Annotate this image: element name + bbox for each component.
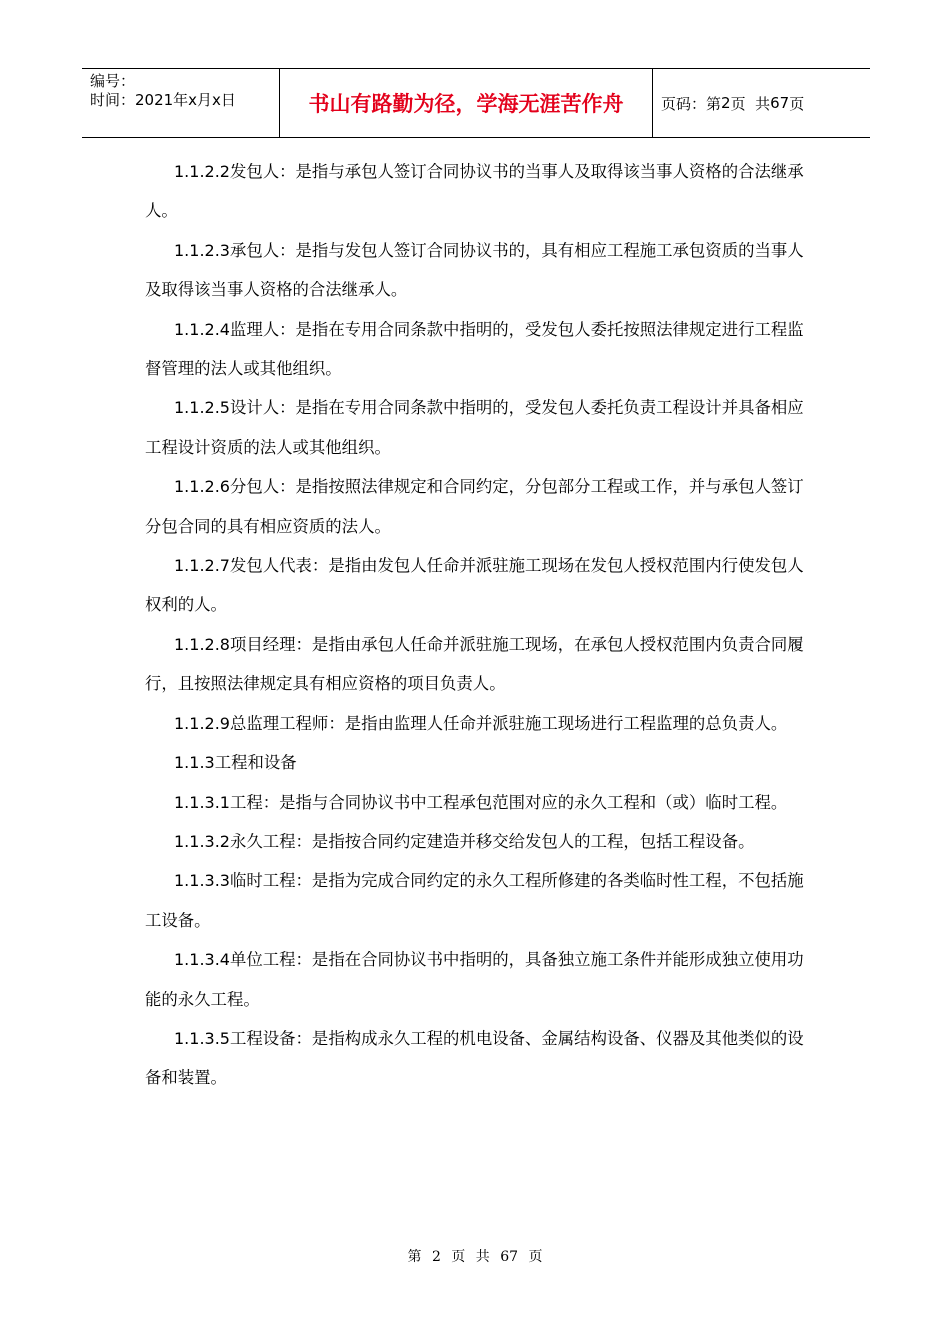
clause-number: 1.1.2.4 (174, 319, 230, 339)
clause-paragraph (145, 783, 805, 822)
page-prefix: 页码：第 (661, 94, 722, 113)
clause-number: 1.1.2.8 (174, 634, 230, 654)
clause-text: 工程：是指与合同协议书中工程承包范围对应的永久工程和（或）临时工程。 (229, 792, 788, 812)
clause-number: 1.1.2.7 (174, 556, 230, 576)
document-date: 时间：2021年x月x日 (90, 91, 236, 109)
clause-text: 项目经理：是指由承包人任命并派驻施工现场，在承包人授权范围内负责合同履行，且按照法律规定具有相应资格的项目负责人。 (145, 634, 804, 694)
clause-paragraph (145, 1019, 805, 1098)
clause-paragraph (145, 231, 805, 310)
clause-text: 永久工程：是指按合同约定建造并移交给发包人的工程，包括工程设备。 (229, 831, 755, 851)
clause-text: 分包人：是指按照法律规定和合同约定，分包部分工程或工作，并与承包人签订分包合同的具有相应资质的法人。 (145, 477, 804, 536)
document-body (145, 152, 805, 1098)
page-header (82, 68, 870, 138)
clause-text: 总监理工程师：是指由监理人任命并派驻施工现场进行工程监理的总负责人。 (229, 713, 788, 733)
clause-number: 1.1.2.3 (174, 240, 230, 260)
clause-paragraph (145, 940, 805, 1019)
document-number-label: 编号： (90, 72, 136, 90)
clause-number: 1.1.3.2 (174, 831, 230, 851)
page-footer: 第 2 页 共 67 页 (407, 1249, 543, 1265)
clause-text: 监理人：是指在专用合同条款中指明的，受发包人委托按照法律规定进行工程监督管理的法人或其他组织。 (145, 319, 804, 379)
page-mid: 页 共 (730, 94, 771, 113)
clause-text: 设计人：是指在专用合同条款中指明的，受发包人委托负责工程设计并具备相应工程设计资质的法人或其他组织。 (145, 398, 804, 457)
clause-paragraph (145, 388, 805, 467)
clause-text: 单位工程：是指在合同协议书中指明的，具备独立施工条件并能形成独立使用功能的永久工程。 (145, 950, 804, 1009)
clause-number: 1.1.2.5 (174, 398, 230, 418)
header-page-indicator (653, 69, 870, 137)
clause-number: 1.1.2.9 (174, 713, 230, 733)
clause-number: 1.1.2.2 (174, 162, 230, 181)
clause-text: 发包人代表：是指由发包人任命并派驻施工现场在发包人授权范围内行使发包人权利的人。 (145, 556, 804, 615)
clause-paragraph (145, 152, 805, 231)
clause-number: 1.1.3.4 (174, 950, 230, 970)
clause-number: 1.1.3.3 (174, 871, 230, 891)
page-total: 67 (770, 94, 790, 112)
clause-paragraph (145, 625, 805, 704)
header-meta (82, 69, 280, 137)
clause-text: 承包人：是指与发包人签订合同协议书的，具有相应工程施工承包资质的当事人及取得该当事人资格的合法继承人。 (145, 240, 804, 300)
clause-text: 临时工程：是指为完成合同约定的永久工程所修建的各类临时性工程，不包括施工设备。 (145, 871, 804, 930)
page-suffix: 页 (789, 94, 805, 113)
clause-number: 1.1.3.5 (174, 1028, 230, 1048)
clause-number: 1.1.3.1 (174, 792, 230, 812)
clause-text: 工程设备：是指构成永久工程的机电设备、金属结构设备、仪器及其他类似的设备和装置。 (145, 1028, 804, 1088)
header-motto: 书山有路勤为径，学海无涯苦作舟 (280, 69, 653, 137)
clause-number: 1.1.2.6 (174, 477, 230, 497)
clause-paragraph (145, 467, 805, 546)
section-number: 1.1.3 (174, 753, 215, 773)
clause-text: 发包人：是指与承包人签订合同协议书的当事人及取得该当事人资格的合法继承人。 (145, 162, 804, 221)
clause-paragraph (145, 310, 805, 389)
clause-paragraph (145, 704, 805, 743)
page-current: 2 (721, 94, 731, 112)
clause-paragraph (145, 546, 805, 625)
clause-paragraph (145, 822, 805, 861)
section-title: 工程和设备 (214, 753, 297, 773)
section-heading (145, 743, 805, 782)
clause-paragraph (145, 861, 805, 940)
